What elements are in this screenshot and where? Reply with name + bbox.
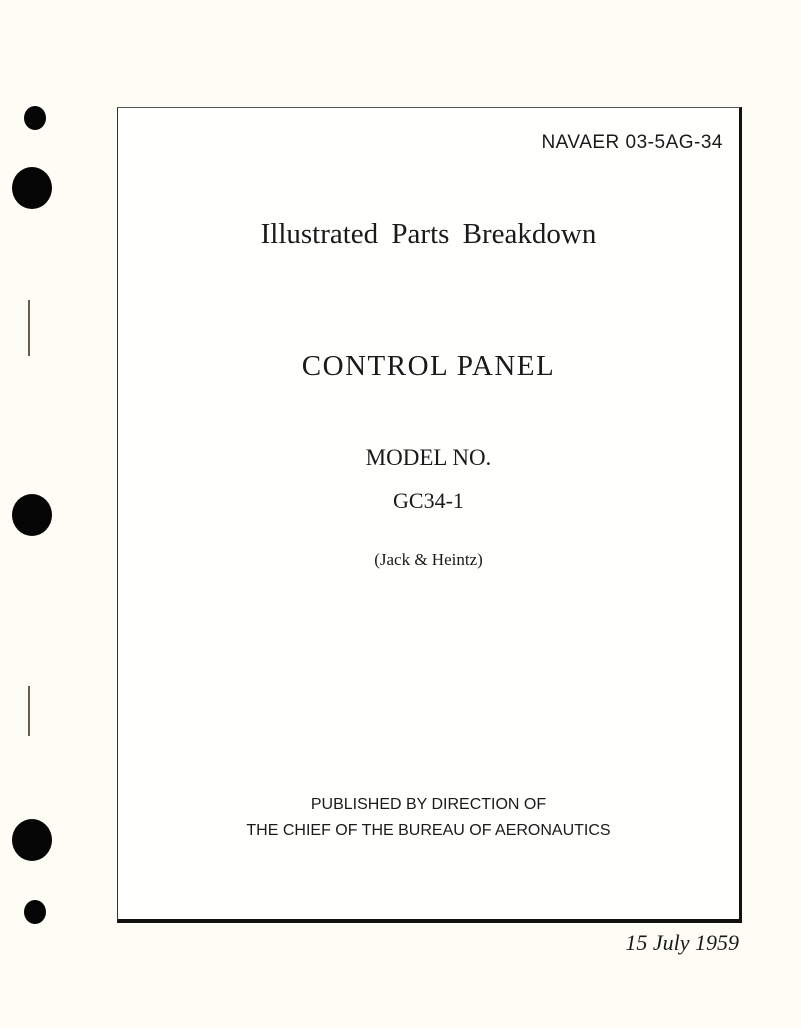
model-number: GC34-1 [393,488,464,513]
manufacturer: (Jack & Heintz) [374,550,483,569]
publication-date: 15 July 1959 [625,930,739,955]
binder-hole [24,106,46,130]
published-line-2: THE CHIEF OF THE BUREAU OF AERONAUTICS [246,822,611,839]
cover-frame [117,107,742,923]
document-number: NAVAER 03-5AG-34 [541,132,723,153]
binder-hole [12,167,52,209]
document-heading: Illustrated Parts Breakdown [260,218,597,250]
model-label: MODEL NO. [365,445,492,470]
binder-hole [24,900,46,924]
published-line-1: PUBLISHED BY DIRECTION OF [310,796,547,813]
page-mark [28,686,30,736]
binder-hole [12,819,52,861]
page-mark [28,300,30,356]
document-title: CONTROL PANEL [301,350,556,382]
binder-hole [12,494,52,536]
